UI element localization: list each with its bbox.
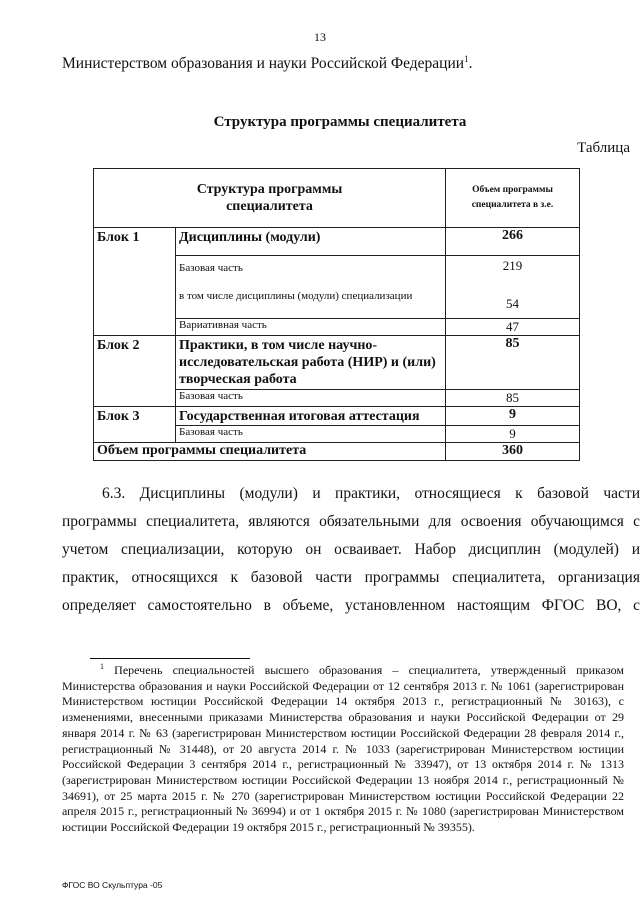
block-3-basic-value: 9 xyxy=(446,426,580,443)
block-1-spec-label: в том числе дисциплины (модули) специализации xyxy=(176,284,446,319)
block-1-spec-value: 54 xyxy=(446,284,580,319)
block-2-label: Блок 2 xyxy=(94,336,176,407)
body-paragraph xyxy=(62,480,640,620)
block-1-variable-value: 47 xyxy=(446,319,580,336)
paragraph-line: определяет самостоятельно в объеме, установленном настоящим ФГОС ВО, с xyxy=(62,597,640,614)
block-1-title: Дисциплины (модули) xyxy=(176,228,446,256)
paragraph-line: практик, относящихся к базовой части программы специалитета, организация xyxy=(62,569,640,586)
block-1-basic-label: Базовая часть xyxy=(176,256,446,285)
block-1-variable-label: Вариативная часть xyxy=(176,319,446,336)
table-total-row xyxy=(94,443,580,461)
table-row xyxy=(94,336,580,390)
block-3-total: 9 xyxy=(446,407,580,426)
intro-line xyxy=(62,55,472,73)
block-1-label: Блок 1 xyxy=(94,228,176,336)
block-3-label: Блок 3 xyxy=(94,407,176,443)
block-1-total: 266 xyxy=(446,228,580,256)
footnote-number: 1 xyxy=(100,662,104,671)
total-value: 360 xyxy=(446,443,580,461)
intro-text: Министерством образования и науки Российской Федерации xyxy=(62,55,465,72)
table-label: Таблица xyxy=(577,140,630,156)
footnote xyxy=(62,663,624,836)
block-2-title: Практики, в том числе научно-исследовательская работа (НИР) и (или) творческая работа xyxy=(176,336,446,390)
table-row xyxy=(94,407,580,426)
intro-end: . xyxy=(468,55,473,72)
table-row xyxy=(94,228,580,256)
section-heading: Структура программы специалитета xyxy=(213,114,467,130)
footnote-text: Перечень специальностей высшего образования – специалитета, утвержденный приказом Министерства образования и науки Российской Федерации от 12 сентября 2013 г. № 1061 (зарегистрирован Министерством юстиции Российской Федерации 14 октября 2013 г., регистрационный № 30163), с изменениями, внесенными приказами Министерства образования и науки Российской Федерации от 29 января 2014 г. № 63 (зарегистрирован Министерством юстиции Российской Федерации 28 февраля 2014 г., регистрационный № 31448), от 20 августа 2014 г. № 1033 (зарегистрирован Министерством юстиции Российской Федерации 3 сентября 2014 г., регистрационный № 33947), от 13 октября 2014 г. № 1313 (зарегистрирован Министерством юстиции Российской Федерации 13 ноября 2014 г., регистрационный № 34691), от 25 марта 2015 г. № 270 (зарегистрирован Министерством юстиции Российской Федерации 22 апреля 2015 г., регистрационный № 36994) и от 1 октября 2015 г. № 1080 (зарегистрирован Министерством юстиции Российской Федерации 19 октября 2015 г., регистрационный № 39355). xyxy=(62,663,624,835)
block-2-total: 85 xyxy=(446,336,580,390)
header-volume: Объем программы специалитета в з.е. xyxy=(446,169,580,228)
block-3-basic-label: Базовая часть xyxy=(176,426,446,443)
program-structure-table xyxy=(93,168,580,461)
paragraph-line: 6.3. Дисциплины (модули) и практики, относящиеся к базовой части xyxy=(102,485,640,502)
paragraph-line: программы специалитета, являются обязательными для освоения обучающимся с xyxy=(62,513,640,530)
total-label: Объем программы специалитета xyxy=(94,443,446,461)
block-3-title: Государственная итоговая аттестация xyxy=(176,407,446,426)
paragraph-line: учетом специализации, которую он осваивает. Набор дисциплин (модулей) и xyxy=(62,541,640,558)
block-1-basic-value: 219 xyxy=(446,256,580,285)
block-2-basic-label: Базовая часть xyxy=(176,390,446,407)
page-footer: ФГОС ВО Скульптура -05 xyxy=(62,880,163,890)
footnote-divider xyxy=(90,658,250,659)
table-header-row xyxy=(94,169,580,228)
block-2-basic-value: 85 xyxy=(446,390,580,407)
footnote-reference[interactable]: 1 xyxy=(464,53,469,64)
page-number: 13 xyxy=(314,30,326,44)
header-structure: Структура программы специалитета xyxy=(94,169,446,228)
